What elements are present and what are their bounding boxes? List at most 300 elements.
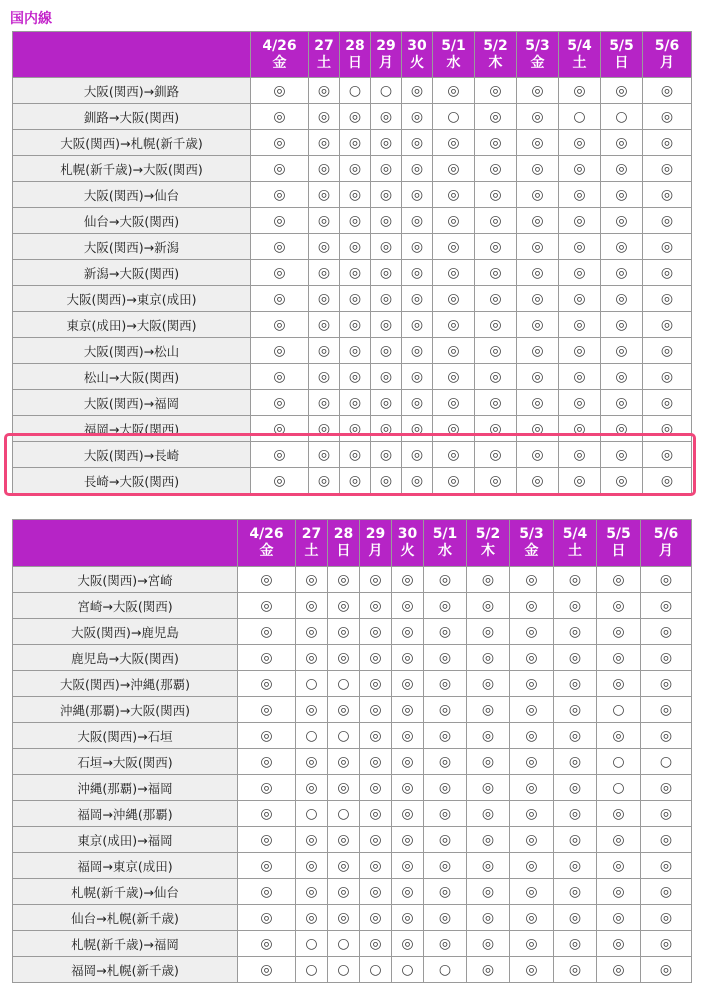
availability-mark: ◎ (641, 593, 692, 619)
date-header (559, 32, 601, 78)
availability-mark: ◎ (238, 567, 296, 593)
availability-mark: ◎ (601, 312, 643, 338)
date-label: 5/1 (441, 37, 466, 54)
route-cell: 福岡→沖縄(那覇) (13, 801, 238, 827)
availability-mark: ◎ (340, 416, 371, 442)
availability-mark: ◎ (433, 364, 475, 390)
availability-mark: ◎ (392, 905, 424, 931)
weekday-label: 金 (530, 54, 545, 71)
availability-mark: ◎ (360, 905, 392, 931)
table-row (13, 312, 692, 338)
route-cell: 大阪(関西)→沖縄(那覇) (13, 671, 238, 697)
availability-mark: ◎ (340, 468, 371, 494)
availability-mark: ◎ (510, 931, 554, 957)
availability-mark: ◎ (424, 593, 467, 619)
availability-mark: ◎ (309, 468, 340, 494)
availability-mark: ○ (424, 957, 467, 983)
availability-mark: ◎ (601, 364, 643, 390)
route-cell: 沖縄(那覇)→大阪(関西) (13, 697, 238, 723)
availability-mark: ◎ (510, 723, 554, 749)
availability-mark: ◎ (238, 905, 296, 931)
availability-mark: ◎ (641, 671, 692, 697)
availability-mark: ◎ (559, 390, 601, 416)
route-cell: 大阪(関西)→長崎 (13, 442, 251, 468)
availability-mark: ◎ (371, 312, 402, 338)
availability-mark: ◎ (554, 697, 597, 723)
availability-mark: ◎ (251, 312, 309, 338)
availability-mark: ◎ (475, 130, 517, 156)
availability-mark: ◎ (296, 853, 328, 879)
weekday-label: 日 (614, 54, 629, 71)
weekday-label: 水 (438, 543, 452, 559)
date-label: 5/1 (432, 526, 458, 542)
availability-mark: ◎ (251, 182, 309, 208)
availability-mark: ◎ (360, 801, 392, 827)
availability-mark: ◎ (238, 671, 296, 697)
availability-mark: ◎ (559, 234, 601, 260)
availability-mark: ◎ (371, 156, 402, 182)
weekday-label: 土 (572, 54, 587, 71)
date-header (251, 32, 309, 78)
availability-mark: ◎ (517, 468, 559, 494)
availability-mark: ◎ (296, 905, 328, 931)
availability-mark: ○ (597, 749, 641, 775)
availability-mark: ◎ (424, 723, 467, 749)
availability-mark: ◎ (340, 364, 371, 390)
availability-mark: ◎ (340, 156, 371, 182)
availability-mark: ◎ (251, 442, 309, 468)
availability-mark: ◎ (554, 801, 597, 827)
table-row (13, 104, 692, 130)
route-cell: 東京(成田)→福岡 (13, 827, 238, 853)
table-row (13, 697, 692, 723)
route-cell: 大阪(関西)→福岡 (13, 390, 251, 416)
weekday-label: 月 (659, 543, 673, 559)
availability-mark: ◎ (371, 286, 402, 312)
availability-mark: ◎ (643, 468, 692, 494)
availability-mark: ◎ (467, 749, 510, 775)
availability-mark: ◎ (340, 104, 371, 130)
availability-mark: ◎ (517, 390, 559, 416)
availability-mark: ◎ (328, 645, 360, 671)
date-label: 29 (376, 37, 396, 54)
availability-mark: ◎ (309, 78, 340, 104)
availability-mark: ◎ (309, 286, 340, 312)
route-cell: 石垣→大阪(関西) (13, 749, 238, 775)
availability-mark: ◎ (554, 567, 597, 593)
availability-mark: ○ (328, 957, 360, 983)
availability-mark: ◎ (340, 286, 371, 312)
availability-mark: ◎ (238, 801, 296, 827)
route-cell: 沖縄(那覇)→福岡 (13, 775, 238, 801)
date-label: 5/4 (567, 37, 592, 54)
availability-mark: ◎ (371, 182, 402, 208)
availability-mark: ◎ (475, 234, 517, 260)
domestic-schedule-table-1 (12, 31, 692, 494)
availability-mark: ○ (328, 723, 360, 749)
availability-mark: ○ (360, 957, 392, 983)
date-label: 5/5 (609, 37, 634, 54)
availability-mark: ◎ (467, 567, 510, 593)
availability-mark: ○ (328, 671, 360, 697)
availability-mark: ◎ (475, 104, 517, 130)
date-label: 5/3 (519, 526, 544, 542)
availability-mark: ◎ (328, 593, 360, 619)
section-title: 国内線 (10, 11, 52, 27)
availability-mark: ◎ (238, 879, 296, 905)
highlight-box (4, 433, 696, 496)
route-cell: 宮崎→大阪(関西) (13, 593, 238, 619)
weekday-label: 日 (336, 543, 351, 559)
availability-mark: ◎ (402, 416, 433, 442)
availability-mark: ◎ (643, 234, 692, 260)
availability-mark: ◎ (392, 671, 424, 697)
availability-mark: ◎ (402, 234, 433, 260)
availability-mark: ◎ (433, 182, 475, 208)
weekday-label: 月 (368, 543, 383, 559)
availability-mark: ◎ (309, 416, 340, 442)
availability-mark: ◎ (433, 416, 475, 442)
availability-mark: ◎ (597, 905, 641, 931)
route-cell: 福岡→東京(成田) (13, 853, 238, 879)
availability-mark: ◎ (360, 723, 392, 749)
availability-mark: ◎ (641, 775, 692, 801)
route-cell: 福岡→大阪(関西) (13, 416, 251, 442)
availability-mark: ◎ (643, 390, 692, 416)
availability-mark: ◎ (597, 957, 641, 983)
availability-mark: ◎ (597, 619, 641, 645)
availability-mark: ◎ (467, 671, 510, 697)
table-row (13, 775, 692, 801)
availability-mark: ◎ (601, 234, 643, 260)
route-cell: 福岡→札幌(新千歳) (13, 957, 238, 983)
date-header (597, 520, 641, 567)
date-label: 4/26 (249, 526, 284, 542)
table-row (13, 364, 692, 390)
availability-mark: ◎ (424, 827, 467, 853)
availability-mark: ◎ (371, 234, 402, 260)
table-row (13, 853, 692, 879)
availability-mark: ◎ (360, 931, 392, 957)
date-label: 4/26 (262, 37, 297, 54)
availability-mark: ◎ (641, 697, 692, 723)
availability-mark: ◎ (467, 905, 510, 931)
availability-mark: ◎ (424, 905, 467, 931)
availability-mark: ◎ (475, 338, 517, 364)
availability-mark: ○ (296, 957, 328, 983)
availability-mark: ◎ (554, 671, 597, 697)
availability-mark: ◎ (559, 130, 601, 156)
availability-mark: ◎ (643, 286, 692, 312)
availability-mark: ◎ (371, 390, 402, 416)
availability-mark: ◎ (296, 567, 328, 593)
availability-mark: ◎ (559, 442, 601, 468)
availability-mark: ○ (641, 749, 692, 775)
availability-mark: ◎ (554, 905, 597, 931)
availability-mark: ◎ (641, 801, 692, 827)
availability-mark: ◎ (296, 619, 328, 645)
availability-mark: ◎ (392, 931, 424, 957)
availability-mark: ◎ (559, 286, 601, 312)
availability-mark: ◎ (475, 416, 517, 442)
table-row (13, 619, 692, 645)
availability-mark: ◎ (402, 182, 433, 208)
availability-mark: ◎ (601, 286, 643, 312)
availability-mark: ◎ (402, 130, 433, 156)
date-label: 27 (314, 37, 334, 54)
availability-mark: ◎ (475, 364, 517, 390)
route-cell: 大阪(関西)→札幌(新千歳) (13, 130, 251, 156)
date-header (402, 32, 433, 78)
availability-mark: ◎ (643, 312, 692, 338)
availability-mark: ◎ (517, 364, 559, 390)
table-row (13, 957, 692, 983)
availability-mark: ◎ (360, 879, 392, 905)
availability-mark: ◎ (641, 567, 692, 593)
availability-mark: ◎ (251, 286, 309, 312)
availability-mark: ◎ (360, 645, 392, 671)
availability-mark: ◎ (371, 208, 402, 234)
availability-mark: ◎ (340, 338, 371, 364)
availability-mark: ◎ (392, 853, 424, 879)
table-row (13, 827, 692, 853)
availability-mark: ◎ (554, 853, 597, 879)
availability-mark: ◎ (309, 130, 340, 156)
weekday-label: 火 (400, 543, 415, 559)
availability-mark: ◎ (392, 749, 424, 775)
availability-mark: ◎ (371, 338, 402, 364)
availability-mark: ◎ (360, 775, 392, 801)
availability-mark: ◎ (467, 931, 510, 957)
availability-mark: ◎ (643, 416, 692, 442)
weekday-label: 月 (660, 54, 674, 71)
availability-mark: ◎ (328, 905, 360, 931)
availability-mark: ◎ (424, 749, 467, 775)
availability-mark: ◎ (402, 208, 433, 234)
availability-mark: ◎ (597, 593, 641, 619)
route-cell: 大阪(関西)→松山 (13, 338, 251, 364)
availability-mark: ◎ (467, 593, 510, 619)
date-label: 5/6 (654, 37, 680, 54)
availability-mark: ◎ (371, 104, 402, 130)
availability-mark: ○ (296, 931, 328, 957)
availability-mark: ◎ (371, 442, 402, 468)
availability-mark: ◎ (402, 468, 433, 494)
weekday-label: 土 (568, 543, 582, 559)
availability-mark: ◎ (601, 338, 643, 364)
availability-mark: ◎ (467, 619, 510, 645)
availability-mark: ◎ (641, 723, 692, 749)
availability-mark: ◎ (517, 260, 559, 286)
availability-mark: ◎ (238, 827, 296, 853)
availability-mark: ◎ (510, 567, 554, 593)
date-header (467, 520, 510, 567)
availability-mark: ◎ (467, 827, 510, 853)
availability-mark: ◎ (328, 853, 360, 879)
availability-mark: ◎ (554, 619, 597, 645)
availability-mark: ◎ (467, 645, 510, 671)
date-header (328, 520, 360, 567)
availability-mark: ◎ (340, 208, 371, 234)
table-row (13, 749, 692, 775)
availability-mark: ◎ (296, 827, 328, 853)
availability-mark: ◎ (424, 801, 467, 827)
availability-mark: ◎ (296, 645, 328, 671)
availability-mark: ◎ (424, 775, 467, 801)
availability-mark: ◎ (510, 775, 554, 801)
availability-mark: ◎ (597, 671, 641, 697)
availability-mark: ◎ (554, 879, 597, 905)
availability-mark: ◎ (475, 390, 517, 416)
availability-mark: ◎ (309, 208, 340, 234)
date-header (643, 32, 692, 78)
availability-mark: ◎ (296, 879, 328, 905)
availability-mark: ◎ (360, 853, 392, 879)
availability-mark: ◎ (597, 567, 641, 593)
availability-mark: ◎ (643, 130, 692, 156)
availability-mark: ◎ (601, 182, 643, 208)
availability-mark: ◎ (433, 78, 475, 104)
availability-mark: ○ (371, 78, 402, 104)
table-row (13, 567, 692, 593)
table-row (13, 234, 692, 260)
availability-mark: ◎ (433, 234, 475, 260)
availability-mark: ◎ (371, 260, 402, 286)
availability-mark: ◎ (433, 130, 475, 156)
route-cell: 札幌(新千歳)→仙台 (13, 879, 238, 905)
availability-mark: ◎ (601, 260, 643, 286)
availability-mark: ◎ (467, 723, 510, 749)
availability-mark: ◎ (433, 442, 475, 468)
weekday-label: 土 (317, 54, 331, 71)
header-corner (13, 520, 238, 567)
route-cell: 大阪(関西)→宮崎 (13, 567, 238, 593)
availability-mark: ○ (340, 78, 371, 104)
table-row (13, 130, 692, 156)
date-label: 5/3 (525, 37, 550, 54)
header-row (13, 32, 692, 78)
availability-mark: ◎ (392, 775, 424, 801)
availability-mark: ◎ (433, 286, 475, 312)
availability-mark: ◎ (554, 827, 597, 853)
route-cell: 長崎→大阪(関西) (13, 468, 251, 494)
availability-mark: ◎ (392, 723, 424, 749)
availability-mark: ◎ (328, 567, 360, 593)
availability-mark: ◎ (517, 78, 559, 104)
availability-mark: ◎ (238, 697, 296, 723)
availability-mark: ◎ (392, 593, 424, 619)
availability-mark: ◎ (309, 234, 340, 260)
availability-mark: ◎ (643, 442, 692, 468)
availability-mark: ◎ (251, 468, 309, 494)
date-label: 5/4 (562, 526, 588, 542)
availability-mark: ◎ (328, 775, 360, 801)
availability-mark: ◎ (559, 338, 601, 364)
availability-mark: ◎ (360, 671, 392, 697)
availability-mark: ◎ (340, 182, 371, 208)
availability-mark: ◎ (309, 442, 340, 468)
weekday-label: 火 (410, 54, 424, 71)
table-row (13, 182, 692, 208)
date-header (424, 520, 467, 567)
availability-mark: ◎ (554, 749, 597, 775)
availability-mark: ◎ (643, 364, 692, 390)
availability-mark: ◎ (340, 390, 371, 416)
route-cell: 札幌(新千歳)→福岡 (13, 931, 238, 957)
availability-mark: ◎ (296, 775, 328, 801)
availability-mark: ◎ (601, 468, 643, 494)
availability-mark: ◎ (559, 208, 601, 234)
availability-mark: ◎ (601, 78, 643, 104)
availability-mark: ◎ (475, 286, 517, 312)
table-row (13, 286, 692, 312)
route-cell: 釧路→大阪(関西) (13, 104, 251, 130)
availability-mark: ◎ (309, 260, 340, 286)
availability-mark: ◎ (328, 749, 360, 775)
availability-mark: ◎ (433, 468, 475, 494)
availability-mark: ◎ (467, 879, 510, 905)
availability-mark: ◎ (510, 957, 554, 983)
availability-mark: ◎ (328, 619, 360, 645)
availability-mark: ◎ (340, 312, 371, 338)
availability-mark: ◎ (433, 156, 475, 182)
table-row (13, 905, 692, 931)
availability-mark: ◎ (475, 78, 517, 104)
date-label: 5/6 (653, 526, 679, 542)
availability-mark: ◎ (597, 645, 641, 671)
availability-mark: ◎ (510, 749, 554, 775)
availability-mark: ◎ (424, 619, 467, 645)
availability-mark: ◎ (510, 593, 554, 619)
availability-mark: ◎ (467, 697, 510, 723)
availability-mark: ◎ (510, 619, 554, 645)
availability-mark: ◎ (433, 338, 475, 364)
availability-mark: ◎ (296, 749, 328, 775)
availability-mark: ◎ (467, 801, 510, 827)
table-row (13, 156, 692, 182)
availability-mark: ○ (296, 801, 328, 827)
availability-mark: ◎ (402, 364, 433, 390)
availability-mark: ◎ (510, 671, 554, 697)
availability-mark: ◎ (340, 234, 371, 260)
availability-mark: ◎ (597, 853, 641, 879)
availability-mark: ◎ (641, 957, 692, 983)
availability-mark: ◎ (517, 286, 559, 312)
weekday-label: 金 (524, 543, 539, 559)
availability-mark: ◎ (402, 338, 433, 364)
date-header (309, 32, 340, 78)
table-row (13, 671, 692, 697)
availability-mark: ◎ (643, 182, 692, 208)
availability-mark: ◎ (360, 749, 392, 775)
weekday-label: 木 (481, 543, 495, 559)
date-header (554, 520, 597, 567)
date-header (641, 520, 692, 567)
route-cell: 大阪(関西)→新潟 (13, 234, 251, 260)
route-cell: 大阪(関西)→鹿児島 (13, 619, 238, 645)
availability-mark: ◎ (559, 156, 601, 182)
availability-mark: ◎ (597, 931, 641, 957)
availability-mark: ◎ (402, 78, 433, 104)
availability-mark: ◎ (510, 853, 554, 879)
availability-mark: ◎ (559, 182, 601, 208)
availability-mark: ◎ (641, 827, 692, 853)
availability-mark: ◎ (424, 671, 467, 697)
route-cell: 大阪(関西)→仙台 (13, 182, 251, 208)
availability-mark: ◎ (475, 468, 517, 494)
availability-mark: ◎ (371, 416, 402, 442)
availability-mark: ◎ (641, 931, 692, 957)
